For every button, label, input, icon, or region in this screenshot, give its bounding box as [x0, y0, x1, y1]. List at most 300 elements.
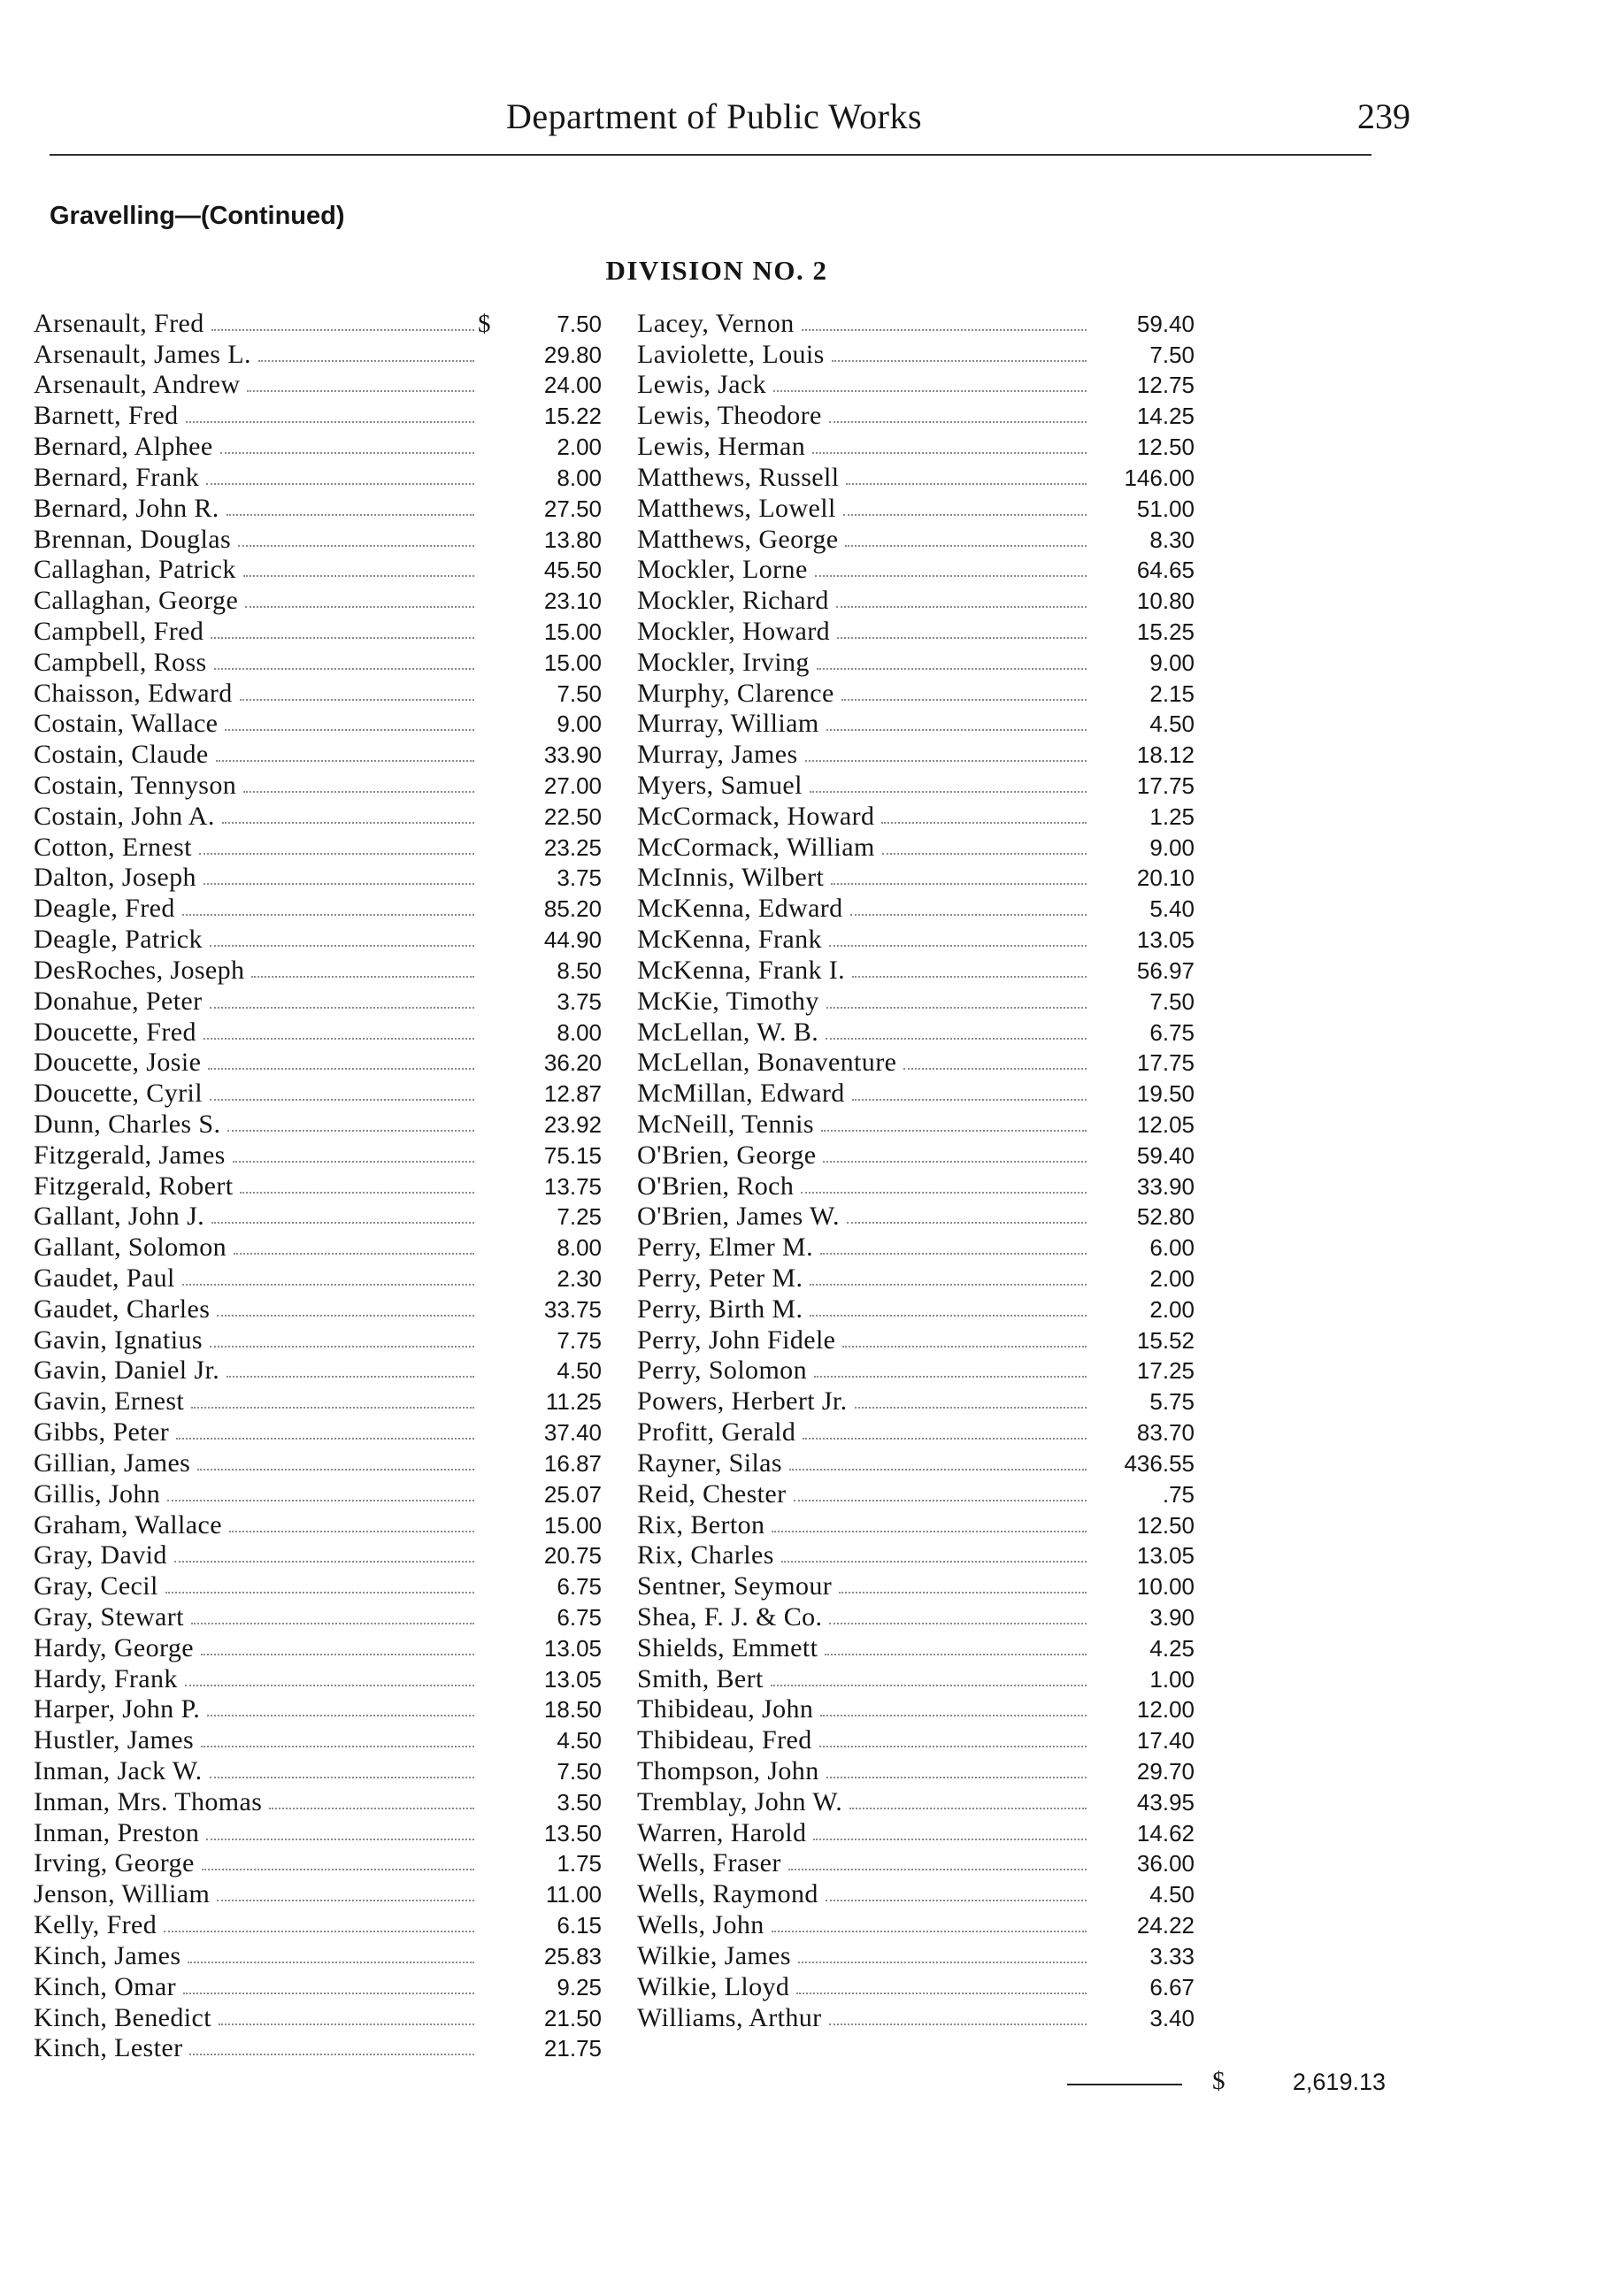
dot-leader [798, 1962, 1087, 1963]
dot-leader [855, 1407, 1087, 1409]
payee-name: Thompson, John [637, 1756, 819, 1785]
payment-amount: 59.40 [1136, 310, 1195, 337]
dot-leader [189, 2054, 474, 2055]
dot-leader [234, 1253, 474, 1255]
payment-amount: 13.05 [1136, 926, 1195, 954]
payee-name: Arsenault, Andrew [34, 370, 241, 400]
list-item [637, 1202, 1195, 1232]
list-item [637, 1878, 1195, 1909]
list-item [637, 1386, 1195, 1417]
list-item [34, 400, 602, 431]
list-item [34, 462, 602, 493]
payment-amount: 9.00 [1149, 649, 1195, 676]
dot-leader [794, 1500, 1087, 1501]
dot-leader [839, 1592, 1087, 1593]
list-item [637, 1294, 1195, 1325]
dot-leader [240, 699, 474, 701]
dot-leader [204, 1038, 474, 1040]
payee-name: Gillis, John [34, 1478, 161, 1509]
list-item [637, 1109, 1195, 1140]
dot-leader [216, 760, 474, 762]
payment-amount: 64.65 [1136, 557, 1195, 584]
payment-amount: 21.50 [543, 2004, 602, 2031]
payee-name: Campbell, Fred [34, 616, 204, 646]
list-item [34, 1601, 602, 1632]
list-item [637, 2002, 1195, 2033]
payee-name: Gallant, John J. [34, 1202, 205, 1232]
dot-leader [225, 729, 474, 731]
list-item [34, 1878, 602, 1909]
dot-leader [174, 1561, 474, 1563]
list-item [637, 986, 1195, 1017]
payee-name: Murphy, Clarence [637, 678, 834, 708]
dot-leader [251, 976, 474, 978]
payment-amount: 6.75 [1149, 1018, 1195, 1046]
payment-amount: 3.75 [557, 864, 602, 892]
list-item [34, 924, 602, 955]
list-item [34, 1263, 602, 1294]
header-divider [50, 154, 1371, 156]
payment-amount: 33.75 [543, 1295, 602, 1323]
payee-name: Gaudet, Charles [34, 1294, 211, 1324]
list-item [34, 1909, 602, 1940]
payment-amount: 85.20 [543, 895, 602, 923]
payment-amount: 7.50 [557, 1758, 602, 1785]
payee-name: Callaghan, Patrick [34, 555, 236, 585]
dot-leader [197, 1469, 474, 1471]
payment-amount: 17.75 [1136, 772, 1195, 799]
payee-name: Wilkie, James [637, 1940, 791, 1970]
payment-amount: 7.25 [557, 1203, 602, 1231]
payee-name: Brennan, Douglas [34, 524, 232, 554]
payee-name: Cotton, Ernest [34, 832, 192, 862]
payment-amount: 52.80 [1136, 1203, 1195, 1231]
list-item [34, 524, 602, 555]
list-item [34, 739, 602, 770]
payee-name: McCormack, Howard [637, 801, 875, 831]
payment-amount: 23.92 [543, 1110, 602, 1138]
payment-amount: 7.50 [557, 680, 602, 707]
payee-name: Gavin, Daniel Jr. [34, 1355, 220, 1386]
payee-name: Arsenault, Fred [34, 308, 204, 338]
dot-leader [201, 1654, 474, 1655]
payee-name: Perry, John Fidele [637, 1325, 836, 1355]
list-item [34, 863, 602, 894]
dot-leader [814, 1376, 1087, 1378]
dot-leader [803, 1438, 1087, 1440]
payment-amount: 8.50 [557, 956, 602, 984]
list-item [34, 1325, 602, 1355]
dot-leader [852, 976, 1087, 978]
payee-name: Matthews, George [637, 524, 839, 554]
dot-leader [843, 514, 1087, 516]
division-heading: DIVISION NO. 2 [605, 255, 828, 286]
dot-leader [805, 760, 1087, 762]
payment-amount: 17.25 [1136, 1357, 1195, 1385]
payee-name: Costain, Claude [34, 740, 209, 770]
dot-leader [247, 390, 474, 392]
payee-name: Gallant, Solomon [34, 1232, 227, 1263]
dot-leader [185, 1685, 474, 1686]
payee-name: McLellan, W. B. [637, 1017, 819, 1047]
dot-leader [217, 1315, 474, 1317]
payee-name: O'Brien, George [637, 1140, 817, 1170]
payment-amount: 3.90 [1149, 1603, 1195, 1631]
dot-leader [823, 1161, 1087, 1163]
list-item [34, 1786, 602, 1817]
payee-name: Laviolette, Louis [637, 339, 825, 369]
payee-name: Wells, Raymond [637, 1879, 818, 1909]
payment-amount: 1.25 [1149, 802, 1195, 830]
payee-name: Bernard, John R. [34, 493, 219, 523]
payee-name: Mockler, Howard [637, 616, 831, 646]
payee-name: Fitzgerald, James [34, 1140, 226, 1170]
list-item [637, 1509, 1195, 1540]
payment-amount: 12.50 [1136, 434, 1195, 461]
list-item [34, 1417, 602, 1447]
payment-amount: 15.00 [543, 649, 602, 676]
list-item [34, 555, 602, 586]
payment-amount: 7.75 [557, 1326, 602, 1354]
list-item [34, 339, 602, 370]
payment-amount: 15.00 [543, 1511, 602, 1539]
dot-leader [772, 1931, 1087, 1932]
list-item [637, 1417, 1195, 1447]
payment-amount: 8.00 [557, 1018, 602, 1046]
payment-amount: 9.25 [557, 1973, 602, 2000]
dot-leader [258, 360, 474, 362]
payment-amount: 3.33 [1149, 1942, 1195, 1970]
list-item [637, 400, 1195, 431]
payee-name: McKie, Timothy [637, 986, 819, 1016]
list-item [637, 1940, 1195, 1971]
dot-leader [202, 1869, 474, 1870]
payment-amount: 45.50 [543, 557, 602, 584]
list-item [34, 308, 602, 339]
payment-amount: 51.00 [1136, 495, 1195, 522]
list-item [637, 647, 1195, 678]
payment-amount: 36.20 [543, 1049, 602, 1077]
list-item [34, 431, 602, 462]
payment-amount: 7.50 [1149, 987, 1195, 1015]
dot-leader [243, 575, 474, 577]
dot-leader [211, 637, 474, 639]
payment-amount: 17.75 [1136, 1049, 1195, 1077]
dot-leader [183, 1993, 474, 1994]
page-title: Department of Public Works [505, 96, 923, 136]
payee-name: Hardy, George [34, 1632, 194, 1662]
dot-leader [240, 1192, 474, 1194]
dot-leader [269, 1808, 474, 1809]
payee-name: Costain, John A. [34, 801, 215, 831]
list-item [637, 616, 1195, 647]
list-item [34, 709, 602, 740]
list-item [637, 1632, 1195, 1663]
payee-name: Mockler, Richard [637, 586, 829, 616]
payee-name: Chaisson, Edward [34, 678, 233, 708]
payee-name: Shields, Emmett [637, 1632, 818, 1662]
dot-leader [810, 1315, 1087, 1317]
payee-name: Costain, Tennyson [34, 771, 237, 800]
payment-amount: 14.25 [1136, 403, 1195, 430]
list-item [34, 893, 602, 924]
payment-amount: 8.00 [557, 1234, 602, 1262]
payee-name: Wilkie, Lloyd [637, 1971, 790, 2001]
dot-leader [826, 1007, 1087, 1009]
total-dollar-sign: $ [1212, 2067, 1225, 2095]
payee-name: Lewis, Herman [637, 432, 806, 462]
payee-name: Inman, Mrs. Thomas [34, 1786, 263, 1816]
list-item [637, 1048, 1195, 1079]
payment-amount: 27.50 [543, 495, 602, 522]
payee-name: Matthews, Russell [637, 462, 840, 492]
payee-name: Gray, Cecil [34, 1571, 158, 1601]
list-item [637, 739, 1195, 770]
dot-leader [881, 822, 1087, 824]
list-item [637, 1601, 1195, 1632]
payee-name: Perry, Birth M. [637, 1294, 803, 1324]
list-item [637, 678, 1195, 709]
list-item [637, 801, 1195, 832]
dot-leader [217, 1900, 474, 1901]
payee-name: Smith, Bert [637, 1663, 764, 1693]
payee-name: Rayner, Silas [637, 1447, 782, 1478]
payment-amount: 20.75 [543, 1542, 602, 1570]
list-item [34, 1478, 602, 1509]
payee-name: McKenna, Frank [637, 925, 822, 955]
list-item [34, 1386, 602, 1417]
payment-amount: 12.75 [1136, 372, 1195, 399]
list-item [637, 308, 1195, 339]
dot-leader [771, 1685, 1087, 1686]
list-item [637, 1755, 1195, 1786]
section-heading: Gravelling—(Continued) [50, 202, 345, 230]
dot-leader [820, 1253, 1087, 1255]
payment-amount: 436.55 [1124, 1449, 1195, 1477]
payee-name: Inman, Jack W. [34, 1756, 203, 1785]
payment-amount: 1.00 [1149, 1665, 1195, 1693]
payment-amount: 2.00 [1149, 1295, 1195, 1323]
list-item [34, 1694, 602, 1725]
payee-name: Matthews, Lowell [637, 493, 836, 523]
dot-leader [812, 452, 1087, 454]
dot-leader [841, 699, 1087, 701]
payment-amount: 6.15 [557, 1912, 602, 1939]
payment-amount: 6.67 [1149, 1973, 1195, 2000]
payment-amount: 13.05 [1136, 1542, 1195, 1570]
payment-amount: 15.22 [543, 403, 602, 430]
payment-amount: 10.80 [1136, 587, 1195, 615]
payment-amount: 16.87 [543, 1449, 602, 1477]
payment-amount: 3.50 [557, 1788, 602, 1816]
payee-name: Williams, Arthur [637, 2002, 822, 2032]
payee-name: Harper, John P. [34, 1694, 201, 1724]
list-item [34, 986, 602, 1017]
list-item [34, 2033, 602, 2064]
payment-amount: 4.25 [1149, 1634, 1195, 1662]
list-item [34, 493, 602, 524]
dot-leader [233, 1161, 474, 1163]
payment-amount: 44.90 [543, 926, 602, 954]
payment-amount: 29.70 [1136, 1758, 1195, 1785]
dot-leader [227, 1376, 474, 1378]
list-item [637, 1817, 1195, 1848]
list-item [637, 955, 1195, 986]
page-number: 239 [1357, 96, 1410, 136]
dot-leader [214, 668, 474, 670]
payment-amount: 4.50 [557, 1727, 602, 1755]
payment-amount: 8.30 [1149, 526, 1195, 553]
payee-name: Lewis, Jack [637, 370, 767, 400]
list-item [637, 1232, 1195, 1263]
list-item [637, 924, 1195, 955]
total-amount: 2,619.13 [1292, 2069, 1386, 2095]
list-item [637, 493, 1195, 524]
dot-leader [836, 606, 1087, 608]
payment-amount: 29.80 [543, 341, 602, 368]
dot-leader [772, 1531, 1087, 1532]
payment-amount: 11.00 [545, 1881, 602, 1908]
list-item [34, 1663, 602, 1694]
list-item [637, 462, 1195, 493]
dot-leader [832, 360, 1087, 362]
list-item [637, 1971, 1195, 2002]
list-item [34, 1570, 602, 1601]
payment-amount: 21.75 [543, 2035, 602, 2062]
list-item [637, 555, 1195, 586]
list-item [34, 1971, 602, 2002]
list-item [34, 1940, 602, 1971]
dot-leader [845, 545, 1087, 547]
dot-leader [210, 1099, 474, 1101]
payment-amount: 36.00 [1136, 1850, 1195, 1877]
payee-name: Callaghan, George [34, 586, 239, 616]
right-column-list [637, 308, 1195, 2033]
dot-leader [191, 1407, 474, 1409]
payee-name: Thibideau, John [637, 1694, 814, 1724]
dot-leader [850, 914, 1087, 916]
dot-leader [810, 791, 1087, 793]
payment-amount: 6.75 [557, 1573, 602, 1601]
dot-leader [188, 1962, 474, 1963]
dot-leader [182, 914, 474, 916]
payment-amount: 23.10 [543, 587, 602, 615]
payee-name: McInnis, Wilbert [637, 863, 825, 893]
payment-amount: 14.62 [1136, 1819, 1195, 1847]
list-item [637, 370, 1195, 401]
dot-leader [796, 1993, 1087, 1994]
dot-leader [182, 1284, 474, 1286]
payee-name: Irving, George [34, 1848, 195, 1878]
payee-name: Gillian, James [34, 1447, 191, 1478]
payee-name: Kinch, James [34, 1940, 181, 1970]
list-item [637, 585, 1195, 616]
dot-leader [820, 1715, 1087, 1716]
payment-amount: 7.50 [1149, 341, 1195, 368]
payment-amount: 3.40 [1149, 2004, 1195, 2031]
payment-amount: 24.22 [1136, 1912, 1195, 1939]
list-item [637, 1017, 1195, 1048]
payment-amount: 25.07 [543, 1480, 602, 1508]
dot-leader [210, 1777, 474, 1778]
payment-amount: 83.70 [1136, 1419, 1195, 1447]
list-item [34, 2002, 602, 2033]
dot-leader [849, 1808, 1087, 1809]
dot-leader [199, 853, 474, 855]
list-item [34, 1848, 602, 1879]
list-item [34, 1078, 602, 1109]
payment-amount: 146.00 [1124, 464, 1195, 491]
payee-name: Dunn, Charles S. [34, 1109, 221, 1139]
payee-name: Deagle, Patrick [34, 925, 203, 955]
dot-leader [788, 1869, 1087, 1870]
payment-amount: 4.50 [1149, 1881, 1195, 1908]
dot-leader [842, 1346, 1087, 1348]
payee-name: Murray, James [637, 740, 798, 770]
payment-amount: 12.50 [1136, 1511, 1195, 1539]
payment-amount: 13.05 [543, 1634, 602, 1662]
payee-name: McNeill, Tennis [637, 1109, 814, 1139]
dot-leader [819, 1746, 1087, 1747]
payment-amount: 5.40 [1149, 895, 1195, 923]
list-item [637, 893, 1195, 924]
dot-leader [206, 1839, 474, 1840]
dot-leader [206, 483, 474, 485]
dot-leader [219, 2023, 474, 2025]
payment-amount: 18.50 [543, 1696, 602, 1724]
payment-amount: 13.80 [543, 526, 602, 553]
dot-leader [802, 329, 1087, 331]
payment-amount: 12.05 [1136, 1110, 1195, 1138]
list-item [34, 1140, 602, 1171]
payee-name: Doucette, Josie [34, 1048, 202, 1078]
dot-leader [829, 421, 1087, 423]
dot-leader [210, 1346, 474, 1348]
dot-leader [165, 1592, 474, 1593]
payment-amount: 5.75 [1149, 1388, 1195, 1416]
payee-name: Wells, Fraser [637, 1848, 781, 1878]
left-column-list [34, 308, 602, 2063]
payee-name: Gray, David [34, 1540, 167, 1570]
payment-amount: 12.00 [1136, 1696, 1195, 1724]
payee-name: Lewis, Theodore [637, 401, 822, 431]
payee-name: Perry, Solomon [637, 1355, 807, 1386]
payee-name: Sentner, Seymour [637, 1571, 833, 1601]
payment-amount: 13.75 [543, 1172, 602, 1200]
payee-name: McMillan, Edward [637, 1079, 845, 1109]
payee-name: Kelly, Fred [34, 1910, 157, 1940]
dot-leader [817, 668, 1087, 670]
payee-name: Donahue, Peter [34, 986, 203, 1016]
payment-amount: 2.00 [557, 434, 602, 461]
dot-leader [829, 945, 1087, 947]
dot-leader [826, 1038, 1087, 1040]
dot-leader [852, 1099, 1087, 1101]
payee-name: Mockler, Irving [637, 647, 810, 677]
list-item [637, 1663, 1195, 1694]
dollar-sign: $ [478, 309, 491, 338]
list-item [637, 1078, 1195, 1109]
payee-name: Myers, Samuel [637, 771, 803, 800]
payment-amount: 24.00 [543, 372, 602, 399]
dot-leader [789, 1469, 1087, 1471]
payment-amount: 33.90 [543, 741, 602, 769]
list-item [637, 1140, 1195, 1171]
payee-name: Murray, William [637, 709, 819, 739]
list-item [34, 1724, 602, 1755]
payee-name: Costain, Wallace [34, 709, 219, 739]
payment-amount: 13.50 [543, 1819, 602, 1847]
